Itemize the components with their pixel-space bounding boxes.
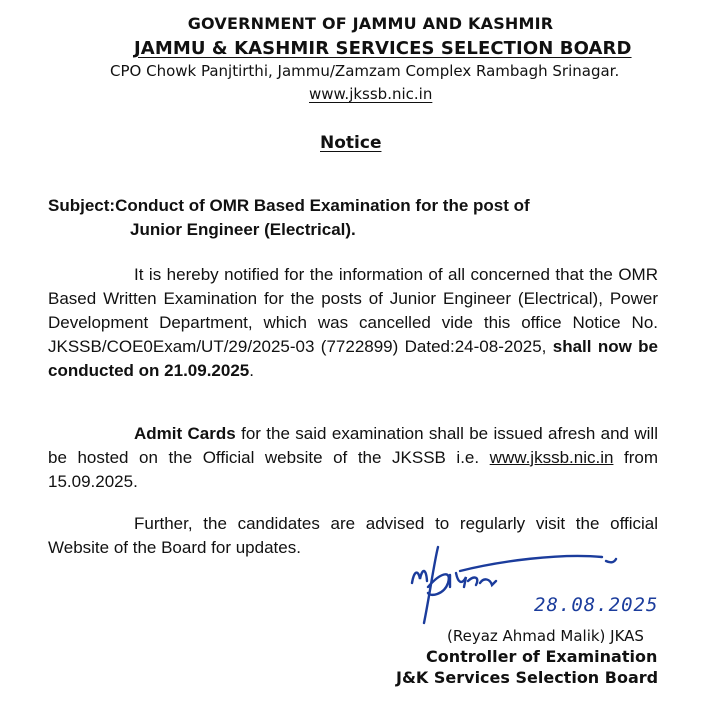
signature-icon [400, 543, 640, 633]
board-heading: JAMMU & KASHMIR SERVICES SELECTION BOARD [134, 38, 632, 59]
subject-label: Subject: [48, 196, 116, 215]
paragraph-3-text: Further, the candidates are advised to regularly visit the official Website of the Board for updates. [48, 514, 658, 557]
signatory-organization: J&K Services Selection Board [396, 668, 659, 687]
board-website-link[interactable]: www.jkssb.nic.in [309, 85, 433, 103]
signatory-designation: Controller of Examination [426, 647, 658, 666]
subject-line1: Conduct of OMR Based Examination for the post of [115, 196, 530, 215]
subject-line2: Junior Engineer (Electrical). [130, 220, 356, 239]
paragraph-admit-cards [48, 422, 658, 494]
signatory-name: (Reyaz Ahmad Malik) JKAS [447, 627, 644, 645]
paragraph-1-text: It is hereby notified for the information of all concerned that the OMR Based Written Examination for the posts of Junior Engineer (Electrical), Power Development Department, which was cancelled vide this office Notice No. JKSSB/COE0Exam/UT/29/2025-03 (7722899) Dated:24-08-2025, [48, 265, 658, 356]
exam-date-statement: shall now be conducted on 21.09.2025 [48, 337, 658, 380]
subject-block [48, 194, 678, 242]
jkssb-website-link[interactable]: www.jkssb.nic.in [489, 448, 614, 467]
notice-title: Notice [320, 133, 382, 153]
government-heading: GOVERNMENT OF JAMMU AND KASHMIR [187, 14, 554, 33]
paragraph-1-end: . [249, 361, 254, 380]
paragraph-2-end: from 15.09.2025. [48, 448, 658, 491]
board-address: CPO Chowk Panjtirthi, Jammu/Zamzam Complex Rambagh Srinagar. [110, 62, 620, 80]
paragraph-2-text: for the said examination shall be issued afresh and will be hosted on the Official website of the JKSSB i.e. [48, 424, 658, 467]
paragraph-exam-date [48, 263, 658, 383]
admit-cards-label: Admit Cards [134, 424, 236, 443]
signature-date: 28.08.2025 [534, 594, 659, 616]
